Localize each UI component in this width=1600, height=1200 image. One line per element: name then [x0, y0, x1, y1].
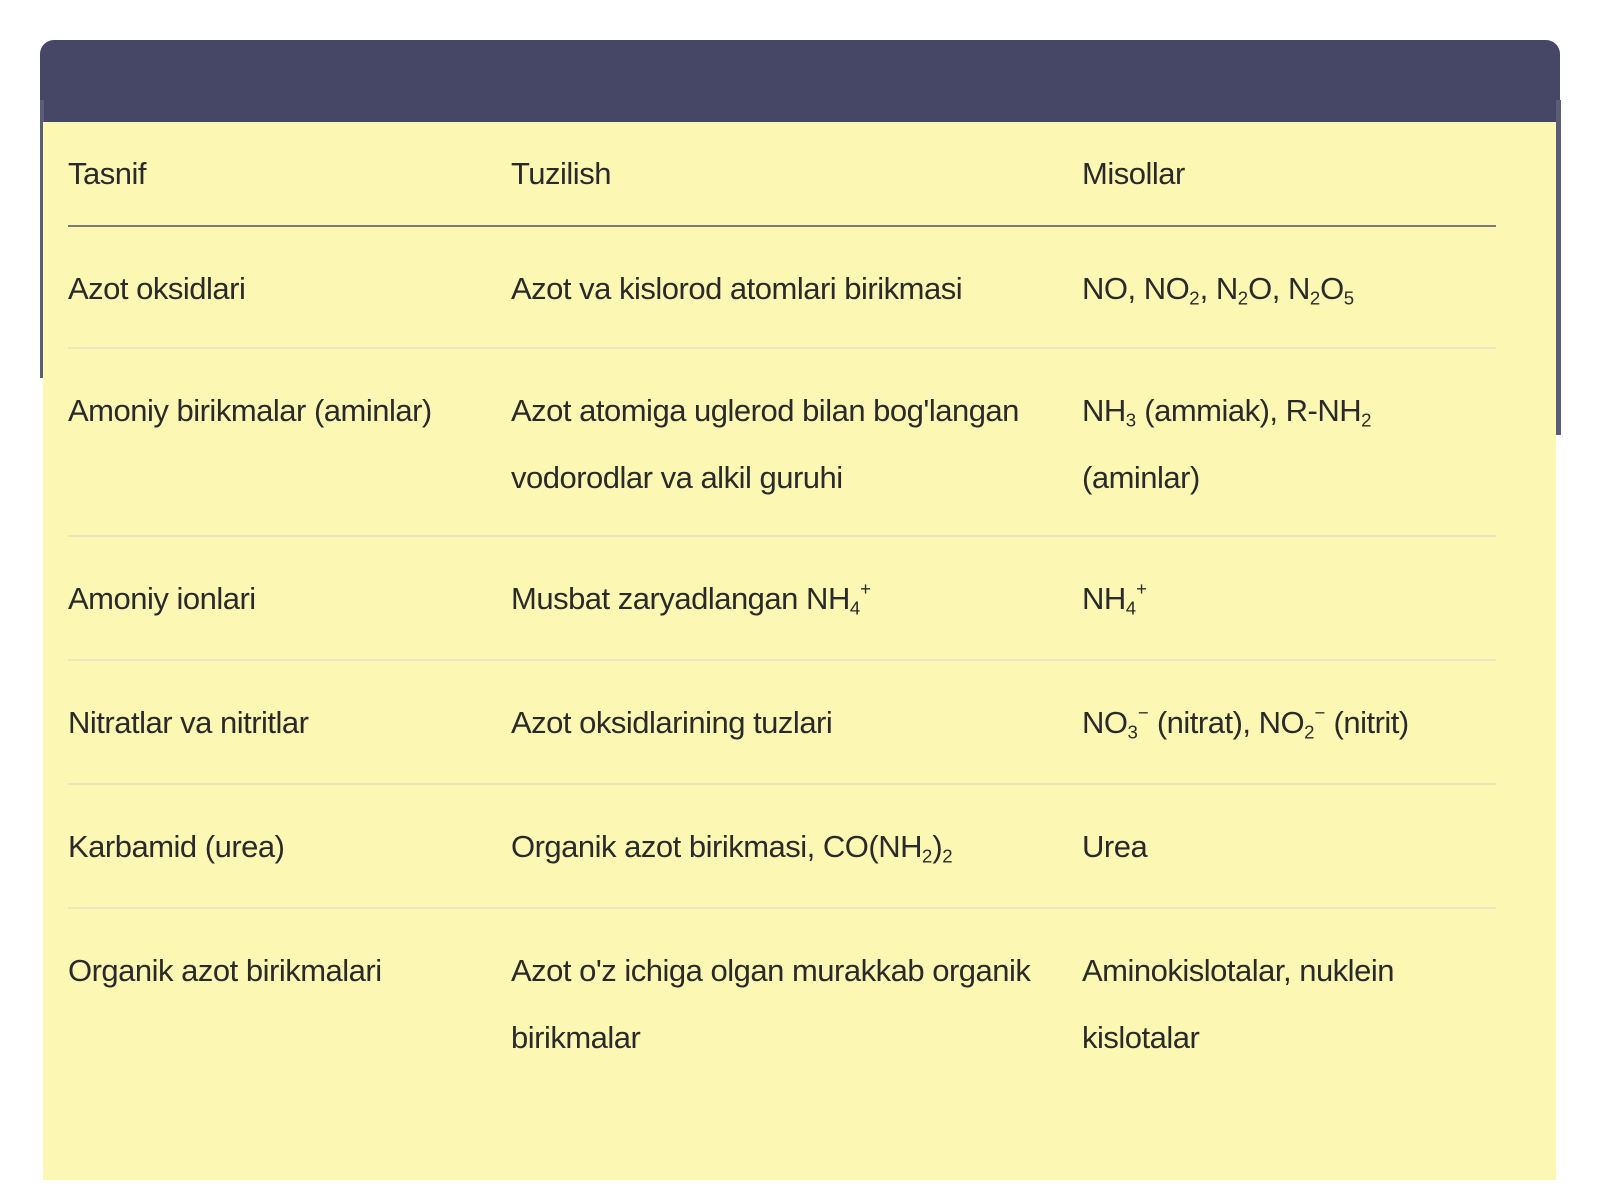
cell-tuzilish	[511, 536, 1082, 660]
cell-tasnif: Amoniy birikmalar (aminlar)	[68, 348, 511, 536]
cell-misollar: Aminokislotalar, nuklein kislotalar	[1082, 953, 1394, 1055]
table-card	[43, 122, 1556, 1180]
cell-misollar: $NH_3$ (ammiak), $R-NH_2$ (aminlar)	[1082, 348, 1496, 536]
tuzilish-text: Organik azot birikmasi,	[511, 829, 815, 864]
formula-no: NO	[1082, 271, 1128, 306]
header-misollar: Misollar	[1082, 122, 1496, 226]
note-nitrat: (nitrat)	[1156, 705, 1243, 740]
tuzilish-text: Musbat zaryadlangan	[511, 581, 798, 616]
card-edge-right	[1556, 100, 1561, 435]
formula-nh4: $NH_4^+$	[1082, 578, 1147, 619]
tuzilish-line-2: vodorodlar va alkil guruhi	[511, 460, 843, 495]
formula-no3: $NO_3^-$	[1082, 702, 1149, 743]
cell-misollar: NO, $NO_2$, $N_2O$, $N_2O_5$	[1082, 226, 1496, 348]
table-row	[68, 226, 1496, 348]
tuzilish-line-2: birikmalar	[511, 1020, 641, 1055]
note-nitrit: (nitrit)	[1333, 705, 1409, 740]
cell-misollar: $NO_3^-$ (nitrat), $NO_2^-$ (nitrit)	[1082, 660, 1496, 784]
cell-tuzilish	[511, 784, 1082, 908]
slide	[40, 40, 1560, 1140]
table-row	[68, 536, 1496, 660]
formula-urea: $CO(NH_2)_2$	[822, 829, 953, 867]
classification-table	[68, 122, 1496, 1096]
cell-misollar: Urea	[1082, 784, 1496, 908]
cell-tasnif: Nitratlar va nitritlar	[68, 660, 511, 784]
cell-tuzilish: Azot oksidlarining tuzlari	[511, 660, 1082, 784]
tuzilish-line-1: Azot o'z ichiga olgan murakkab organik	[511, 953, 1031, 988]
header-band	[40, 40, 1560, 122]
table-row	[68, 784, 1496, 908]
tuzilish-line-1: Azot atomiga uglerod bilan bog'langan	[511, 393, 1019, 428]
table-header-row	[68, 122, 1496, 226]
formula-n2o5: $N_2O_5$	[1287, 271, 1355, 309]
header-tasnif: Tasnif	[68, 122, 511, 226]
header-tuzilish: Tuzilish	[511, 122, 1082, 226]
note-aminlar: (aminlar)	[1082, 460, 1200, 495]
cell-tasnif: Amoniy ionlari	[68, 536, 511, 660]
cell-tuzilish	[511, 348, 1082, 536]
formula-n2o: $N_2O$	[1215, 271, 1272, 309]
cell-tasnif: Azot oksidlari	[68, 226, 511, 348]
cell-tasnif: Karbamid (urea)	[68, 784, 511, 908]
cell-tuzilish	[511, 908, 1082, 1096]
formula-nh4: $NH_4^+$	[806, 578, 872, 619]
table-row	[68, 908, 1496, 1096]
note-ammiak: (ammiak)	[1144, 393, 1270, 428]
cell-tasnif: Organik azot birikmalari	[68, 953, 382, 988]
formula-nh3: $NH_3$	[1082, 393, 1137, 431]
formula-no2: $NO_2$	[1143, 271, 1200, 309]
table-row	[68, 660, 1496, 784]
formula-rnh2: $R-NH_2$	[1285, 393, 1372, 431]
formula-no2-ion: $NO_2^-$	[1258, 702, 1326, 743]
cell-tuzilish: Azot va kislorod atomlari birikmasi	[511, 226, 1082, 348]
table-row	[68, 348, 1496, 536]
cell-misollar	[1082, 536, 1496, 660]
